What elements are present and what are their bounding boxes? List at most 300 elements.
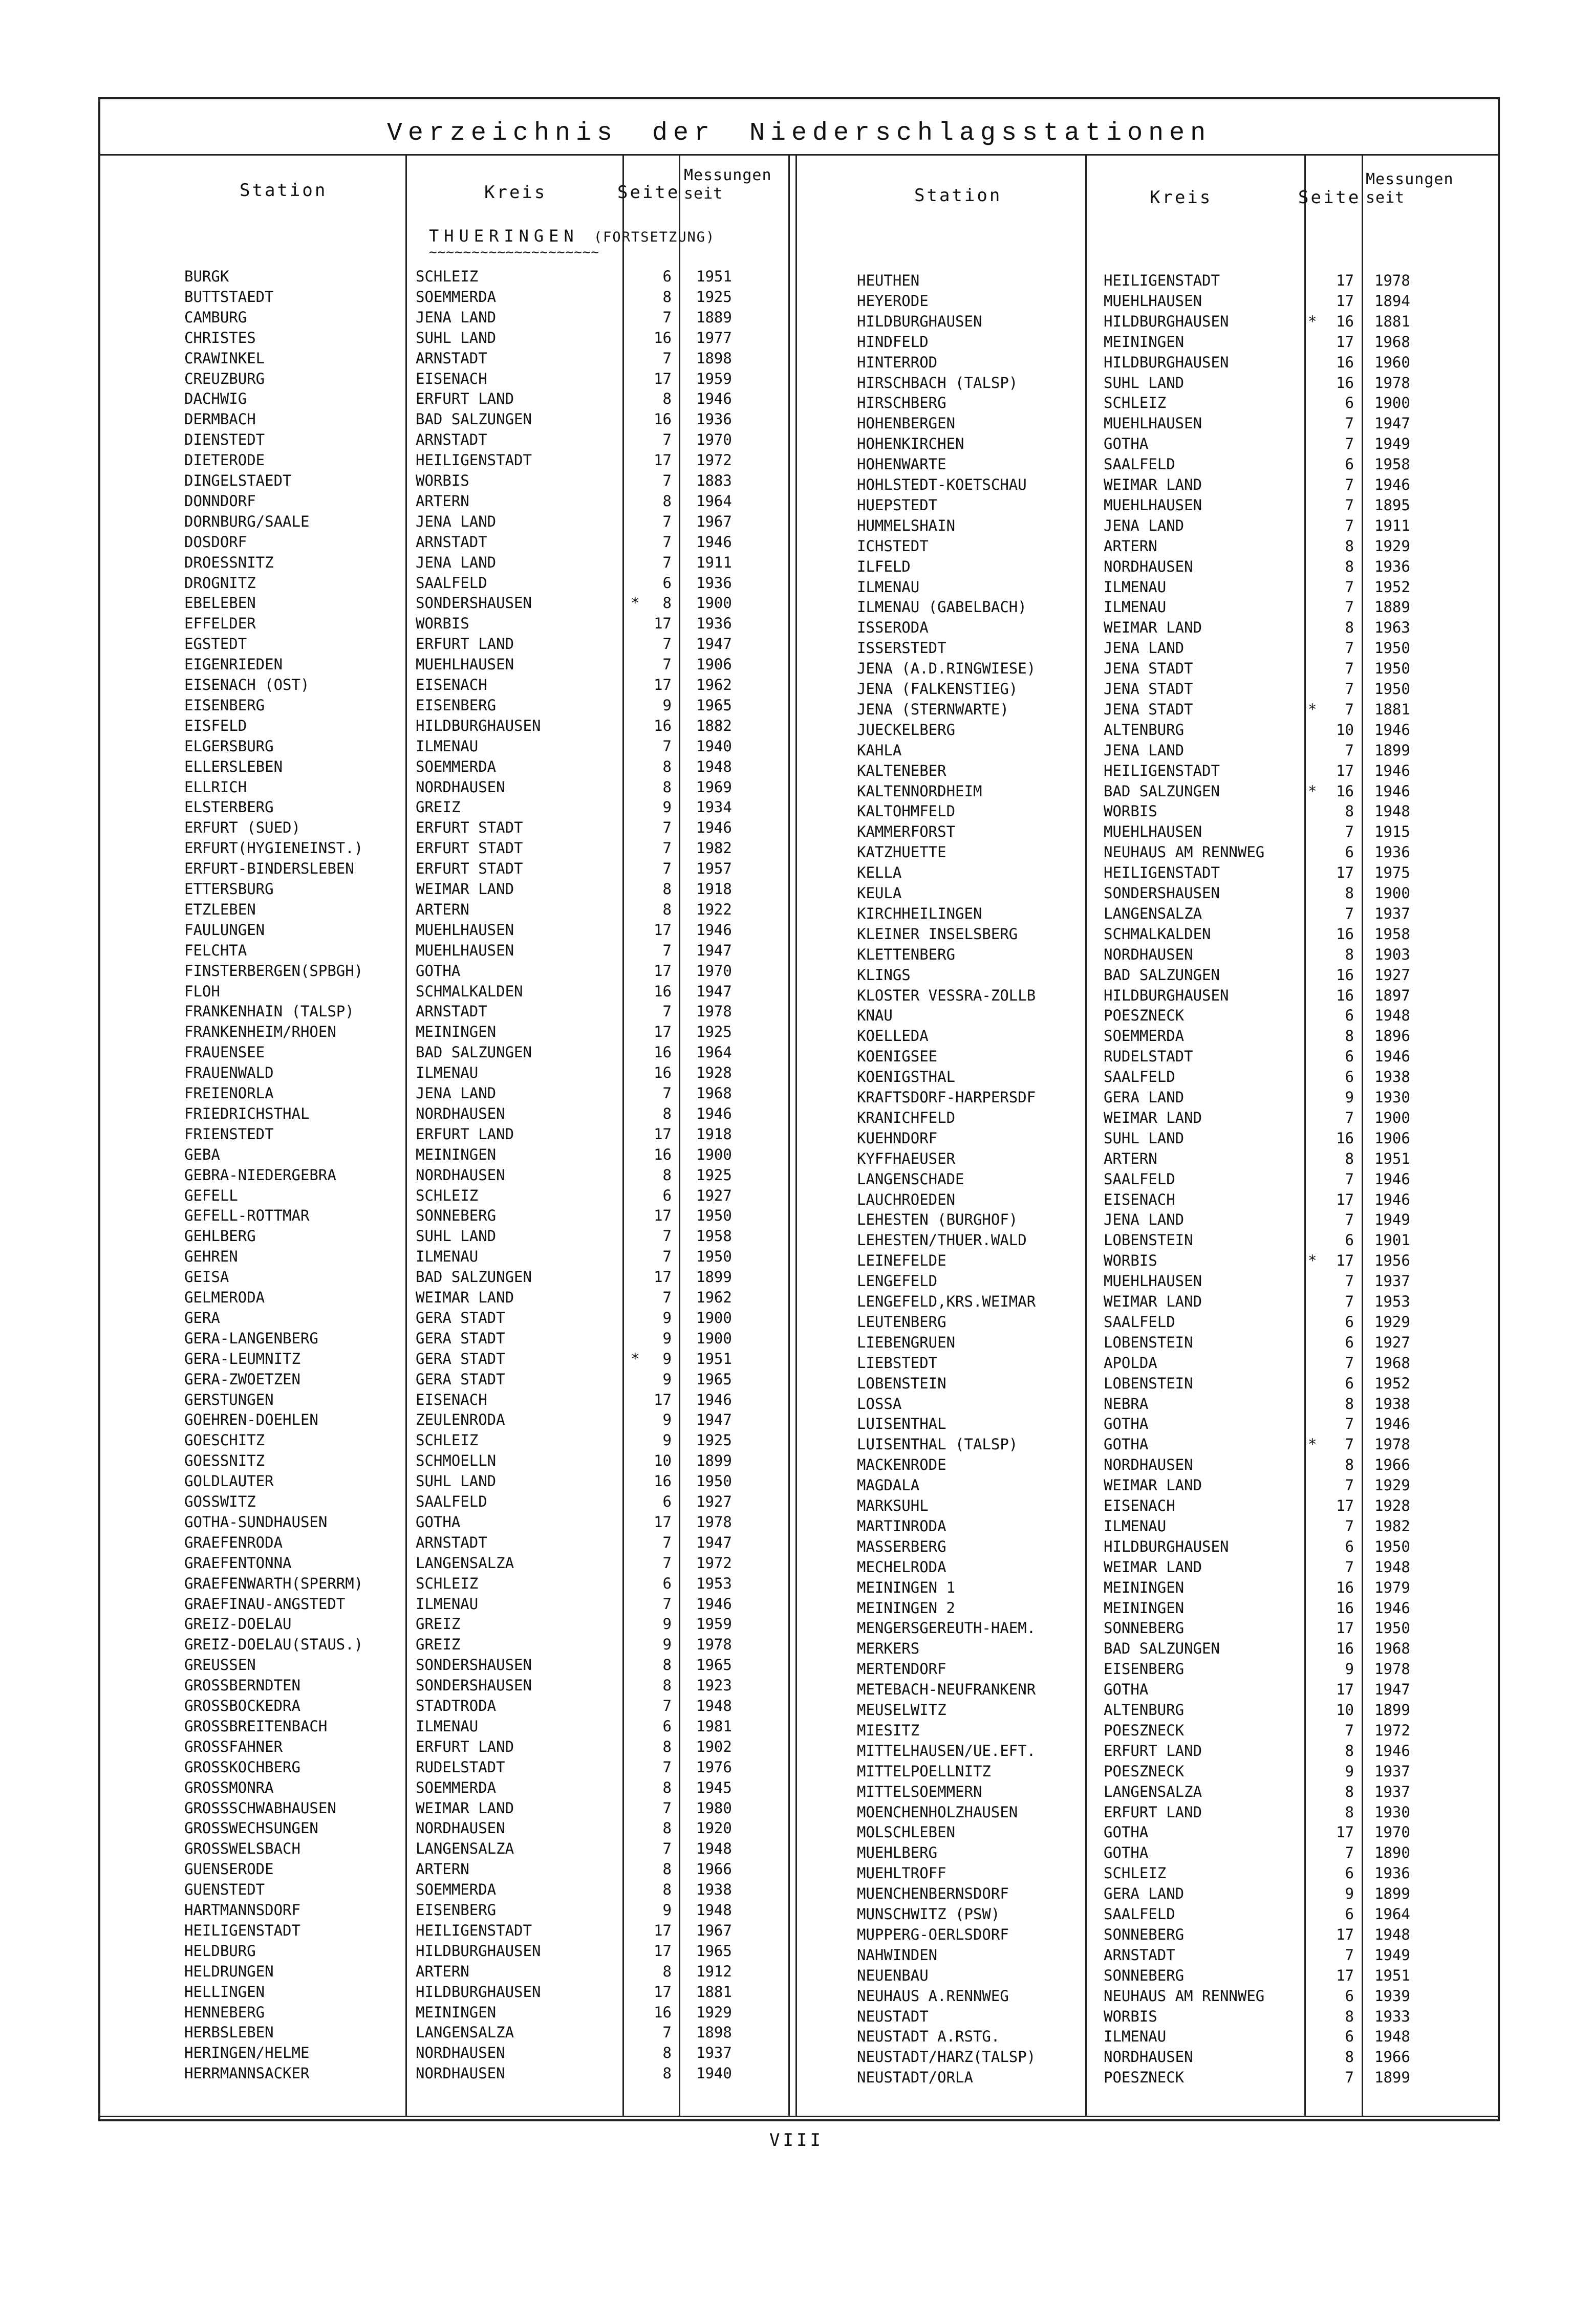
table-row: [0, 699, 1593, 720]
year-value: 1975: [1374, 864, 1410, 882]
station-name: KLOSTER VESSRA-ZOLLB: [857, 986, 1036, 1004]
header-kreis-right: Kreis: [1150, 187, 1213, 208]
station-name: NEUHAUS A.RENNWEG: [857, 1987, 1009, 2005]
seite-value: 6: [1345, 1048, 1354, 1066]
station-name: JENA (STERNWARTE): [857, 700, 1009, 718]
year-value: 1964: [1374, 1905, 1410, 1923]
year-value: 1960: [1374, 353, 1410, 371]
kreis-name: NORDHAUSEN: [416, 778, 505, 796]
kreis-name: ILMENAU: [416, 1064, 479, 1082]
year-value: 1927: [1374, 966, 1410, 984]
seite-value: 10: [1336, 1701, 1354, 1719]
table-row: [0, 1148, 1593, 1169]
seite-value: 16: [1336, 1599, 1354, 1617]
kreis-name: SCHMOELLN: [416, 1452, 497, 1470]
kreis-name: HEILIGENSTADT: [416, 1921, 532, 1939]
kreis-name: WEIMAR LAND: [1104, 476, 1202, 493]
table-row: [0, 1536, 1593, 1557]
station-name: HIRSCHBERG: [857, 394, 946, 412]
title-bar: [98, 97, 1500, 156]
seite-value: 8: [662, 288, 672, 306]
kreis-name: GOTHA: [1104, 1436, 1149, 1453]
year-value: 1947: [696, 1411, 732, 1429]
seite-value: 8: [1345, 1395, 1354, 1413]
kreis-name: GOTHA: [1104, 1681, 1149, 1699]
year-value: 1899: [1374, 1701, 1410, 1719]
station-name: DOSDORF: [184, 533, 247, 551]
station-name: EISFELD: [184, 716, 247, 734]
year-value: 1936: [696, 410, 732, 428]
seite-value: 17: [654, 1207, 672, 1225]
seite-value: 7: [1345, 680, 1354, 698]
kreis-name: ARTERN: [416, 1962, 469, 1980]
kreis-name: WEIMAR LAND: [1104, 1558, 1202, 1576]
kreis-name: EISENACH: [1104, 1497, 1175, 1514]
kreis-name: GERA LAND: [1104, 1885, 1185, 1903]
marker-star: *: [1308, 1436, 1317, 1453]
table-row: [0, 1782, 1593, 1802]
kreis-name: ERFURT LAND: [416, 635, 514, 653]
table-row: [0, 1026, 1593, 1046]
seite-value: 17: [654, 1513, 672, 1531]
kreis-name: ARTERN: [416, 492, 469, 510]
table-row: [0, 1067, 1593, 1087]
station-name: GOLDLAUTER: [184, 1472, 274, 1490]
station-name: EISENBERG: [184, 696, 265, 714]
seite-value: 7: [662, 512, 672, 530]
station-name: KRAFTSDORF-HARPERSDF: [857, 1089, 1036, 1106]
seite-value: 7: [662, 860, 672, 878]
station-name: BURGK: [184, 268, 229, 285]
table-row: [0, 1802, 1593, 1822]
station-name: FRANKENHEIM/RHOEN: [184, 1023, 336, 1041]
seite-value: 7: [1345, 1415, 1354, 1433]
seite-value: 17: [654, 370, 672, 387]
table-row: [0, 1965, 1593, 1986]
year-value: 1929: [696, 2003, 732, 2021]
kreis-name: EISENBERG: [416, 1901, 497, 1919]
year-value: 1925: [696, 1166, 732, 1184]
table-row: [0, 1189, 1593, 1210]
year-value: 1889: [1374, 598, 1410, 616]
year-value: 1928: [696, 1064, 732, 1082]
seite-value: 8: [662, 1677, 672, 1695]
year-value: 1906: [696, 656, 732, 674]
table-row: [0, 332, 1593, 352]
kreis-name: ARNSTADT: [416, 431, 487, 449]
kreis-name: LOBENSTEIN: [1104, 1333, 1193, 1351]
table-row: [0, 1454, 1593, 1475]
station-name: GROSSBREITENBACH: [184, 1717, 328, 1735]
station-name: ETZLEBEN: [184, 900, 256, 918]
station-name: MUEHLBERG: [857, 1844, 938, 1862]
seite-value: 8: [1345, 1742, 1354, 1760]
kreis-name: WEIMAR LAND: [416, 1289, 514, 1306]
seite-value: 16: [1336, 312, 1354, 330]
seite-value: 7: [662, 656, 672, 674]
year-value: 1898: [696, 349, 732, 367]
seite-value: 9: [662, 1329, 672, 1347]
seite-value: 7: [662, 839, 672, 857]
station-name: GEHREN: [184, 1248, 238, 1266]
seite-value: 8: [1345, 619, 1354, 637]
year-value: 1947: [1374, 415, 1410, 432]
seite-value: 16: [654, 1472, 672, 1490]
kreis-name: JENA STADT: [1104, 700, 1193, 718]
year-value: 1937: [1374, 1762, 1410, 1780]
header-station-right: Station: [914, 185, 1002, 206]
kreis-name: HILDBURGHAUSEN: [1104, 1537, 1229, 1555]
table-row: [0, 2067, 1593, 2088]
year-value: 1948: [696, 1840, 732, 1858]
station-name: KALTENNORDHEIM: [857, 782, 982, 800]
kreis-name: SONDERSHAUSEN: [416, 594, 532, 612]
seite-value: 8: [662, 1819, 672, 1837]
kreis-name: ARTERN: [1104, 537, 1157, 555]
year-value: 1936: [696, 574, 732, 592]
station-name: GEBRA-NIEDERGEBRA: [184, 1166, 336, 1184]
table-row: [0, 944, 1593, 965]
table-row: [0, 924, 1593, 944]
station-name: FRANKENHAIN (TALSP): [184, 1003, 354, 1020]
seite-value: 6: [1345, 1905, 1354, 1923]
seite-value: 7: [1345, 1946, 1354, 1964]
year-value: 1900: [696, 594, 732, 612]
kreis-name: HILDBURGHAUSEN: [1104, 353, 1229, 371]
kreis-name: ARTERN: [416, 900, 469, 918]
kreis-name: RUDELSTADT: [1104, 1048, 1193, 1066]
year-value: 1946: [696, 1391, 732, 1408]
footer-divider: [98, 2116, 1500, 2117]
kreis-name: BAD SALZUNGEN: [416, 410, 532, 428]
seite-value: 17: [1336, 1619, 1354, 1637]
year-value: 1962: [696, 1289, 732, 1306]
table-row: [0, 291, 1593, 311]
year-value: 1946: [1374, 721, 1410, 739]
seite-value: 17: [654, 1942, 672, 1960]
year-value: 1946: [696, 1595, 732, 1613]
seite-value: 7: [1345, 1354, 1354, 1372]
station-name: MITTELPOELLNITZ: [857, 1762, 991, 1780]
seite-value: 9: [662, 1901, 672, 1919]
kreis-name: HEILIGENSTADT: [416, 451, 532, 469]
kreis-name: GOTHA: [1104, 1844, 1149, 1862]
marker-star: *: [1308, 700, 1317, 718]
station-name: HERBSLEBEN: [184, 2024, 274, 2041]
kreis-name: EISENBERG: [416, 696, 497, 714]
year-value: 1952: [1374, 1374, 1410, 1392]
seite-value: 16: [654, 1064, 672, 1082]
year-value: 1966: [696, 1860, 732, 1878]
year-value: 1969: [696, 778, 732, 796]
kreis-name: ILMENAU: [416, 1595, 479, 1613]
kreis-name: SAALFELD: [416, 1493, 487, 1510]
kreis-name: GREIZ: [416, 1615, 461, 1633]
year-value: 1950: [1374, 680, 1410, 698]
seite-value: 6: [1345, 1313, 1354, 1331]
station-name: GROSSWECHSUNGEN: [184, 1819, 318, 1837]
kreis-name: LANGENSALZA: [1104, 1783, 1202, 1800]
station-name: HEYERODE: [857, 292, 929, 310]
year-value: 1946: [696, 533, 732, 551]
station-name: HILDBURGHAUSEN: [857, 312, 982, 330]
seite-value: 7: [1345, 435, 1354, 453]
station-name: EISENACH (OST): [184, 676, 310, 693]
header-seite-left: Seite: [617, 182, 680, 203]
kreis-name: ERFURT LAND: [1104, 1742, 1202, 1760]
seite-value: 6: [662, 1493, 672, 1510]
year-value: 1895: [1374, 496, 1410, 514]
header-seite-right: Seite: [1298, 187, 1361, 208]
kreis-name: GOTHA: [1104, 1415, 1149, 1433]
table-row: [0, 577, 1593, 597]
kreis-name: SCHMALKALDEN: [1104, 925, 1211, 943]
seite-value: 7: [1345, 578, 1354, 596]
kreis-name: SONDERSHAUSEN: [1104, 884, 1220, 902]
year-value: 1881: [696, 1983, 732, 2001]
kreis-name: SONDERSHAUSEN: [416, 1656, 532, 1674]
kreis-name: GOTHA: [1104, 1823, 1149, 1841]
year-value: 1900: [696, 1145, 732, 1163]
year-value: 1947: [696, 1533, 732, 1551]
seite-value: 7: [662, 1289, 672, 1306]
table-row: [0, 1169, 1593, 1189]
seite-value: 17: [654, 1023, 672, 1041]
year-value: 1881: [1374, 700, 1410, 718]
table-row: [0, 1986, 1593, 2006]
station-name: METEBACH-NEUFRANKENR: [857, 1681, 1036, 1699]
kreis-name: NORDHAUSEN: [1104, 557, 1193, 575]
table-row: [0, 1107, 1593, 1128]
table-row: [0, 1516, 1593, 1536]
kreis-name: EISENACH: [416, 370, 487, 387]
year-value: 1948: [1374, 1558, 1410, 1576]
kreis-name: JENA LAND: [1104, 516, 1185, 534]
seite-value: 7: [1345, 741, 1354, 759]
station-name: ISSERODA: [857, 619, 929, 637]
station-name: GERA-LANGENBERG: [184, 1329, 318, 1347]
year-value: 1957: [696, 860, 732, 878]
station-name: DIENSTEDT: [184, 431, 265, 449]
table-row: [0, 2006, 1593, 2027]
kreis-name: LANGENSALZA: [1104, 904, 1202, 922]
kreis-name: NORDHAUSEN: [416, 2065, 505, 2082]
station-name: BUTTSTAEDT: [184, 288, 274, 306]
seite-value: 6: [1345, 1864, 1354, 1882]
kreis-name: ERFURT STADT: [416, 860, 523, 878]
year-value: 1977: [696, 329, 732, 346]
kreis-name: HEILIGENSTADT: [1104, 762, 1220, 779]
seite-value: 8: [662, 1656, 672, 1674]
table-row: [0, 556, 1593, 577]
kreis-name: ARTERN: [1104, 1149, 1157, 1167]
kreis-name: SONDERSHAUSEN: [416, 1677, 532, 1695]
seite-value: 8: [662, 594, 672, 612]
year-value: 1927: [696, 1493, 732, 1510]
table-row: [0, 495, 1593, 515]
year-value: 1937: [1374, 1272, 1410, 1290]
kreis-name: JENA STADT: [1104, 680, 1193, 698]
table-row: [0, 433, 1593, 454]
seite-value: 17: [1336, 1252, 1354, 1270]
station-name: LEHESTEN/THUER.WALD: [857, 1231, 1027, 1249]
seite-value: 6: [662, 574, 672, 592]
station-name: MECHELRODA: [857, 1558, 946, 1576]
year-value: 1898: [696, 2024, 732, 2041]
station-name: HEUTHEN: [857, 272, 920, 289]
station-name: GUENSTEDT: [184, 1881, 265, 1899]
year-value: 1901: [1374, 1231, 1410, 1249]
seite-value: 7: [1345, 904, 1354, 922]
kreis-name: BAD SALZUNGEN: [1104, 1640, 1220, 1658]
kreis-name: BAD SALZUNGEN: [1104, 966, 1220, 984]
station-name: LEINEFELDE: [857, 1252, 946, 1270]
seite-value: 8: [662, 1962, 672, 1980]
station-name: HERRMANNSACKER: [184, 2065, 310, 2082]
seite-value: 7: [662, 553, 672, 571]
station-name: LANGENSCHADE: [857, 1170, 964, 1188]
year-value: 1959: [696, 370, 732, 387]
seite-value: 8: [1345, 1803, 1354, 1821]
kreis-name: JENA LAND: [416, 553, 497, 571]
station-name: KAHLA: [857, 741, 902, 759]
seite-value: 16: [654, 410, 672, 428]
year-value: 1962: [696, 676, 732, 693]
table-row: [0, 393, 1593, 413]
year-value: 1899: [1374, 1885, 1410, 1903]
station-name: DACHWIG: [184, 390, 247, 408]
station-name: GROSSFAHNER: [184, 1737, 283, 1755]
year-value: 1976: [696, 1758, 732, 1776]
station-name: NEUENBAU: [857, 1966, 929, 1984]
kreis-name: APOLDA: [1104, 1354, 1157, 1372]
seite-value: 7: [1345, 823, 1354, 841]
kreis-name: SCHLEIZ: [416, 268, 479, 285]
seite-value: 6: [1345, 1537, 1354, 1555]
seite-value: 8: [662, 1881, 672, 1899]
seite-value: 8: [662, 2044, 672, 2062]
station-name: GERA: [184, 1309, 220, 1327]
station-name: MUPPERG-OERLSDORF: [857, 1925, 1009, 1943]
seite-value: 16: [1336, 374, 1354, 392]
table-row: [0, 1230, 1593, 1250]
table-row: [0, 1618, 1593, 1638]
station-name: HINTERROD: [857, 353, 938, 371]
seite-value: 8: [662, 1860, 672, 1878]
year-value: 1965: [696, 1370, 732, 1388]
station-name: MASSERBERG: [857, 1537, 946, 1555]
year-value: 1948: [696, 1901, 732, 1919]
station-name: ELSTERBERG: [184, 798, 274, 816]
table-row: [0, 1209, 1593, 1230]
kreis-name: NORDHAUSEN: [416, 1166, 505, 1184]
seite-value: 7: [1345, 1517, 1354, 1535]
kreis-name: SONNEBERG: [416, 1207, 497, 1225]
year-value: 1947: [696, 635, 732, 653]
table-row: [0, 474, 1593, 495]
seite-value: 7: [1345, 660, 1354, 678]
station-name: MERTENDORF: [857, 1660, 946, 1678]
kreis-name: ERFURT LAND: [416, 390, 514, 408]
seite-value: 16: [1336, 986, 1354, 1004]
seite-value: 7: [1345, 2069, 1354, 2087]
year-value: 1881: [1374, 312, 1410, 330]
kreis-name: SUHL LAND: [416, 1227, 497, 1245]
station-name: LUISENTHAL: [857, 1415, 946, 1433]
station-name: MUNSCHWITZ (PSW): [857, 1905, 1000, 1923]
year-value: 1946: [1374, 1048, 1410, 1066]
seite-value: 7: [662, 1799, 672, 1817]
station-name: KOENIGSEE: [857, 1048, 938, 1066]
station-name: DROESSNITZ: [184, 553, 274, 571]
table-row: [0, 903, 1593, 924]
seite-value: 6: [1345, 394, 1354, 412]
year-value: 1900: [696, 1309, 732, 1327]
kreis-name: ILMENAU: [416, 1248, 479, 1266]
header-station-left: Station: [240, 180, 328, 201]
kreis-name: SOEMMERDA: [416, 757, 497, 775]
year-value: 1900: [1374, 1109, 1410, 1126]
kreis-name: BAD SALZUNGEN: [416, 1044, 532, 1061]
year-value: 1956: [1374, 1252, 1410, 1270]
station-name: MUEHLTROFF: [857, 1864, 946, 1882]
kreis-name: HILDBURGHAUSEN: [416, 1942, 541, 1960]
station-name: HERINGEN/HELME: [184, 2044, 310, 2062]
kreis-name: NORDHAUSEN: [1104, 945, 1193, 963]
year-value: 1958: [1374, 925, 1410, 943]
seite-value: 6: [1345, 455, 1354, 473]
station-name: ELLRICH: [184, 778, 247, 796]
table-row: [0, 1046, 1593, 1067]
seite-value: 17: [1336, 1823, 1354, 1841]
kreis-name: ALTENBURG: [1104, 1701, 1185, 1719]
year-value: 1883: [696, 472, 732, 489]
year-value: 1946: [1374, 782, 1410, 800]
seite-value: 8: [1345, 537, 1354, 555]
seite-value: 17: [654, 451, 672, 469]
station-name: GREIZ-DOELAU(STAUS.): [184, 1636, 363, 1654]
header-kreis-left: Kreis: [484, 182, 547, 203]
station-name: GOESSNITZ: [184, 1452, 265, 1470]
station-name: LENGEFELD: [857, 1272, 938, 1290]
year-value: 1928: [1374, 1497, 1410, 1514]
table-row: [0, 1271, 1593, 1291]
kreis-name: WEIMAR LAND: [416, 1799, 514, 1817]
kreis-name: ILMENAU: [416, 1717, 479, 1735]
seite-value: 9: [1345, 1885, 1354, 1903]
station-name: LAUCHROEDEN: [857, 1190, 956, 1208]
year-value: 1912: [696, 1962, 732, 1980]
station-name: GRAEFINAU-ANGSTEDT: [184, 1595, 346, 1613]
seite-value: 8: [1345, 557, 1354, 575]
table-row: [0, 1761, 1593, 1782]
station-name: GOEHREN-DOEHLEN: [184, 1411, 318, 1429]
kreis-name: MUEHLHAUSEN: [1104, 823, 1202, 841]
seite-value: 17: [1336, 292, 1354, 310]
year-value: 1927: [1374, 1333, 1410, 1351]
station-name: HUEPSTEDT: [857, 496, 938, 514]
kreis-name: SUHL LAND: [1104, 374, 1185, 392]
year-value: 1959: [696, 1615, 732, 1633]
year-value: 1972: [696, 1554, 732, 1572]
year-value: 1979: [1374, 1578, 1410, 1596]
year-value: 1900: [1374, 394, 1410, 412]
seite-value: 7: [662, 308, 672, 326]
table-row: [0, 658, 1593, 679]
kreis-name: HEILIGENSTADT: [1104, 864, 1220, 882]
seite-value: 7: [662, 349, 672, 367]
table-row: [0, 1005, 1593, 1026]
